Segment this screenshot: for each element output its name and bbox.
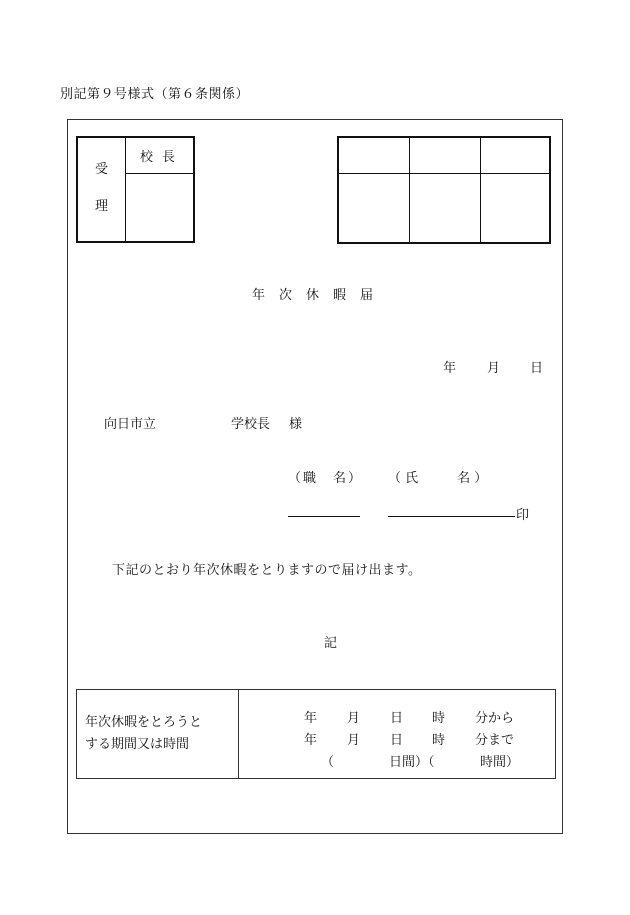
receipt-char-1: 受 <box>95 162 109 177</box>
total-open: （ <box>321 755 335 770</box>
name-label: （ 氏 名 ） <box>388 471 488 486</box>
approval-stamp-box <box>337 136 551 244</box>
addressee-principal: 学校長 <box>231 417 271 432</box>
stamp-divider <box>339 173 549 174</box>
addressee-honorific: 様 <box>289 417 303 432</box>
from-day: 日 <box>390 711 404 726</box>
period-table-divider <box>238 690 239 778</box>
principal-cell-header <box>126 138 193 174</box>
date-day: 日 <box>530 361 544 376</box>
total-hours: 時間） <box>480 755 520 770</box>
receipt-stamp-box <box>76 136 195 243</box>
from-hour: 時 <box>432 711 446 726</box>
notice-text: 下記のとおり年次休暇をとりますので届け出ます。 <box>112 563 422 578</box>
form-title: 年次休暇届 <box>252 288 388 303</box>
date-month: 月 <box>487 361 501 376</box>
receipt-column <box>78 138 126 241</box>
to-minute: 分まで <box>475 733 515 748</box>
position-label: （職 名） <box>288 471 364 486</box>
stamp-divider <box>480 138 481 242</box>
from-year: 年 <box>304 711 318 726</box>
form-reference: 別記第９号様式（第６条関係） <box>60 87 250 102</box>
period-label-line-2: する期間又は時間 <box>85 737 190 752</box>
period-label-line-1: 年次休暇をとろうと <box>85 715 203 730</box>
receipt-char-2: 理 <box>95 199 109 214</box>
principal-label: 校長 <box>140 150 185 165</box>
seal-mark: 印 <box>516 508 530 523</box>
ki-heading: 記 <box>324 636 338 651</box>
date-year: 年 <box>443 361 457 376</box>
to-hour: 時 <box>432 733 446 748</box>
to-year: 年 <box>304 733 318 748</box>
from-month: 月 <box>347 711 361 726</box>
total-days: 日間）（ <box>389 755 435 770</box>
addressee-city: 向日市立 <box>104 417 157 432</box>
from-minute: 分から <box>475 711 515 726</box>
to-month: 月 <box>347 733 361 748</box>
to-day: 日 <box>390 733 404 748</box>
period-label <box>85 712 202 756</box>
position-field[interactable] <box>288 516 360 517</box>
period-table <box>76 689 556 779</box>
stamp-divider <box>409 138 410 242</box>
name-field[interactable] <box>388 516 515 517</box>
